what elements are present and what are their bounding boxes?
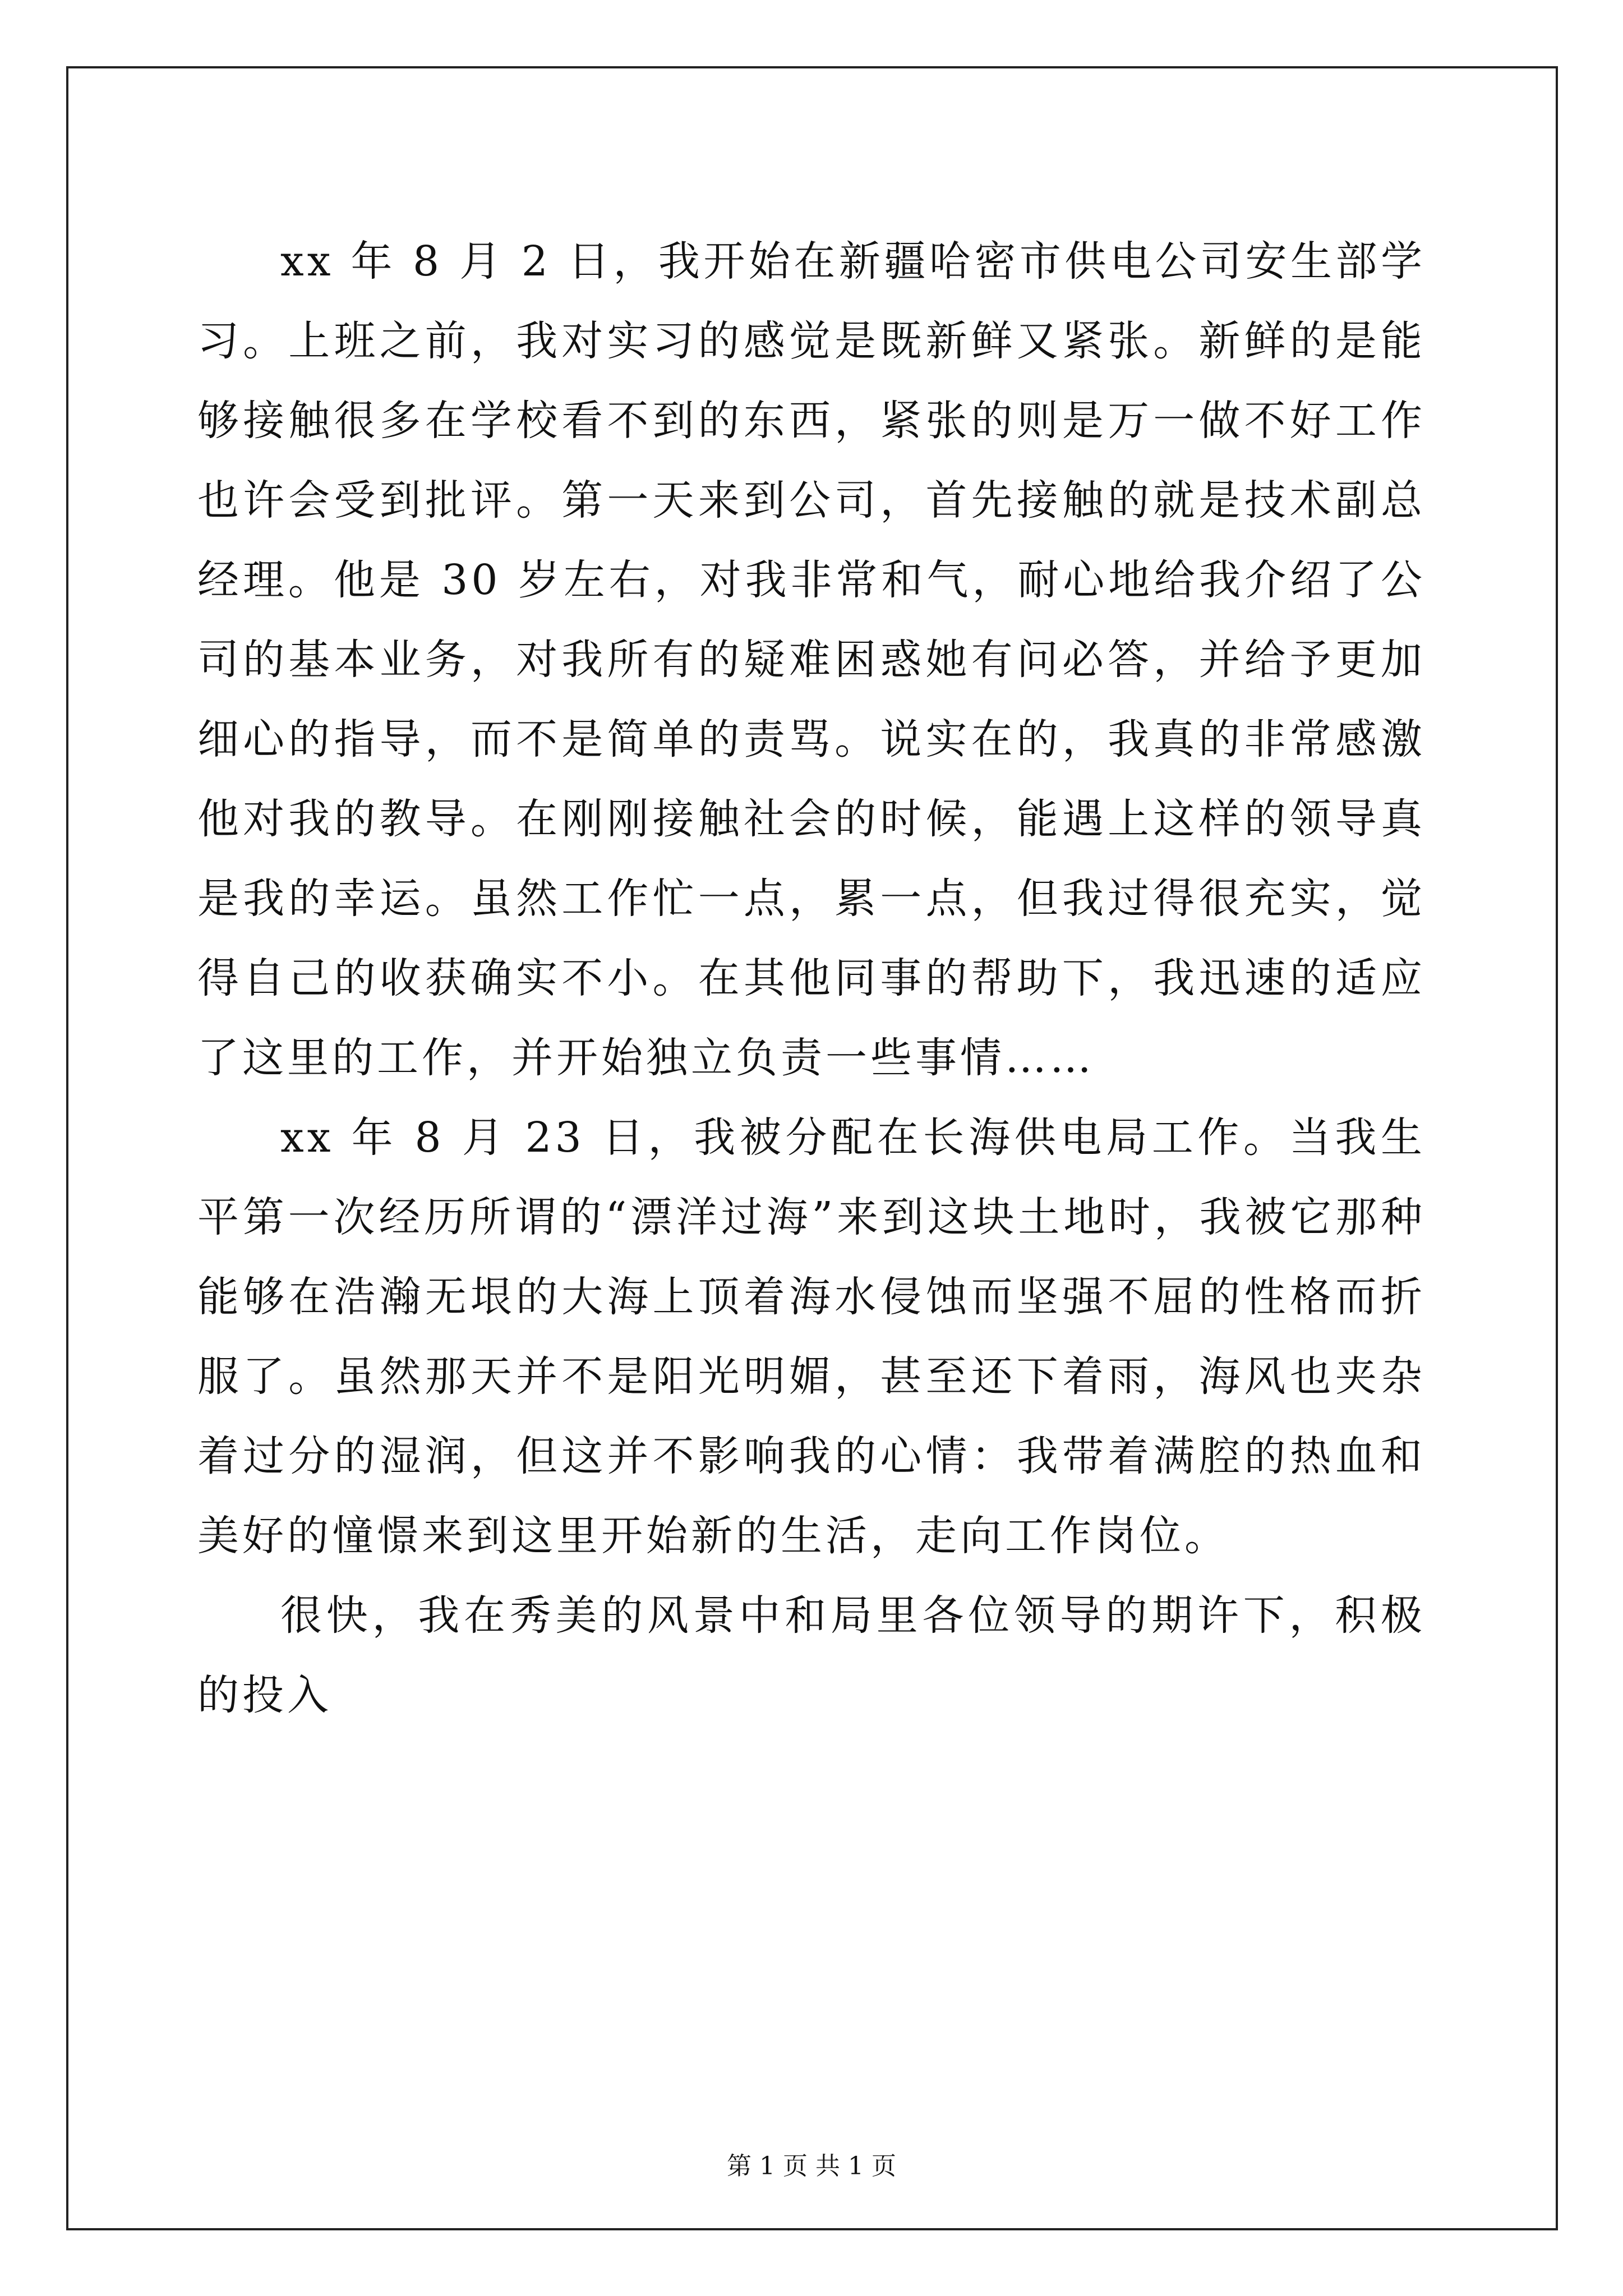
paragraph-3: 很快，我在秀美的风景中和局里各位领导的期许下，积极的投入 <box>197 1591 1426 1719</box>
document-body <box>197 222 1426 1735</box>
paragraph-1: xx 年 8 月 2 日，我开始在新疆哈密市供电公司安生部学习。上班之前，我对实习的感觉是既新鲜又紧张。新鲜的是能够接触很多在学校看不到的东西，紧张的则是万一做不好工作也许会受到批评。第一天来到公司，首先接触的就是技术副总经理。他是 30 岁左右，对我非常和气，耐心地给我介绍了公司的基本业务，对我所有的疑难困惑她有问必答，并给予更加细心的指导，而不是简单的责骂。说实在的，我真的非常感激他对我的教导。在刚刚接触社会的时候，能遇上这样的领导真是我的幸运。虽然工作忙一点，累一点，但我过得很充实，觉得自己的收获确实不小。在其他同事的帮助下，我迅速的适应了这里的工作，并开始独立负责一些事情…… <box>197 237 1426 1082</box>
page-number-footer: 第 1 页 共 1 页 <box>727 2152 896 2180</box>
paragraph-2: xx 年 8 月 23 日，我被分配在长海供电局工作。当我生平第一次经历所谓的“漂洋过海”来到这块土地时，我被它那种能够在浩瀚无垠的大海上顶着海水侵蚀而坚强不屈的性格而折服了。虽然那天并不是阳光明媚，甚至还下着雨，海风也夹杂着过分的湿润，但这并不影响我的心情：我带着满腔的热血和美好的憧憬来到这里开始新的生活，走向工作岗位。 <box>197 1114 1426 1560</box>
